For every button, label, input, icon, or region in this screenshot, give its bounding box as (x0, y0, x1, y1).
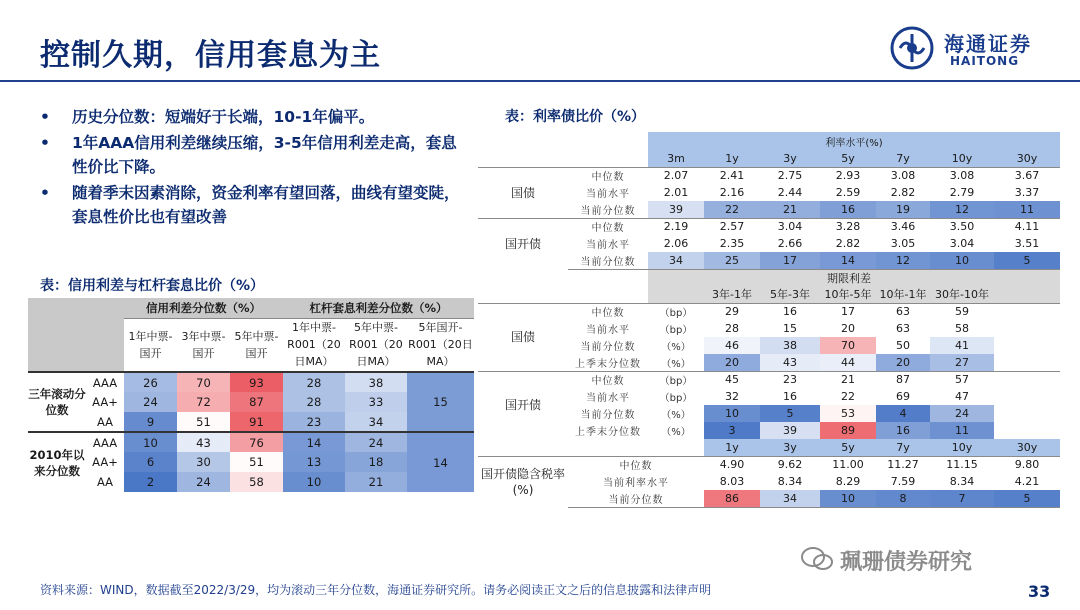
row-label: 当前水平 (586, 240, 630, 251)
percentile-cell: 30 (177, 452, 230, 472)
table-corner (28, 298, 124, 372)
watermark: 珮珊债券研究 (840, 550, 973, 575)
rating-label: AA+ (92, 455, 118, 469)
percentile-cell: 21 (345, 472, 407, 492)
percentile-cell: 33 (345, 392, 407, 412)
spacer-cell (478, 132, 648, 150)
percentile-cell: 70 (177, 372, 230, 392)
bullet-item (40, 181, 470, 229)
col-header: 1年中票-国开 (128, 329, 173, 360)
value-cell: 34 (760, 490, 820, 507)
value-cell: 20 (876, 354, 930, 371)
percentile-cell: 9 (124, 412, 177, 432)
row-label: 中位数 (568, 456, 704, 473)
value-cell: 2.06 (648, 235, 704, 252)
row-label: 当前分位数 (568, 490, 704, 507)
value-cell: 11.15 (930, 456, 994, 473)
row-label: 当前水平 (586, 393, 630, 404)
group-label: 国债 (478, 303, 568, 371)
percentile-cell: 26 (124, 372, 177, 392)
percentile-cell: 58 (230, 472, 283, 492)
value-cell: 4.90 (704, 456, 760, 473)
percentile-cell: 76 (230, 432, 283, 452)
value-cell: 59 (930, 303, 994, 320)
group-header: 杠杆套息利差分位数（%） (283, 298, 474, 318)
spacer-cell (994, 337, 1060, 354)
value-cell: 2.19 (648, 218, 704, 235)
value-cell: 2.79 (930, 184, 994, 201)
value-cell: 4.21 (994, 473, 1060, 490)
value-cell: 11.27 (876, 456, 930, 473)
value-cell: 3.04 (760, 218, 820, 235)
value-cell: 3.04 (930, 235, 994, 252)
value-cell: 2.16 (704, 184, 760, 201)
value-cell: 2.01 (648, 184, 704, 201)
unit-label: （%） (661, 358, 691, 370)
col-header: 3年中票-国开 (181, 329, 226, 360)
value-cell: 4.11 (994, 218, 1060, 235)
spacer-cell (994, 371, 1060, 388)
table-row (478, 269, 1060, 286)
value-cell: 63 (876, 320, 930, 337)
unit-label: （bp） (648, 303, 704, 320)
spacer-cell (994, 269, 1060, 286)
spacer-cell (994, 286, 1060, 303)
value-cell: 3.08 (876, 167, 930, 184)
spacer-cell (648, 286, 704, 303)
value-cell: 3.50 (930, 218, 994, 235)
percentile-cell: 23 (283, 412, 345, 432)
percentile-cell: 24 (124, 392, 177, 412)
row-label: 当前分位数 (580, 205, 636, 217)
percentile-cell: 14 (283, 432, 345, 452)
spacer-cell (478, 269, 648, 286)
percentile-cell: 28 (283, 392, 345, 412)
percentile-cell: 13 (283, 452, 345, 472)
value-cell: 2.75 (760, 167, 820, 184)
group-label: 国开债 (478, 371, 568, 439)
value-cell: 5 (760, 405, 820, 422)
value-cell: 3.05 (876, 235, 930, 252)
value-cell: 16 (760, 388, 820, 405)
row-label: 当前分位数 (580, 342, 636, 353)
table-row (478, 218, 1060, 235)
percentile-cell: 10 (283, 472, 345, 492)
bullet-text: 1年AAA信用利差继续压缩，3-5年信用利差走高，套息性价比下降。 (72, 134, 457, 176)
tenor-header: 3y (760, 150, 820, 167)
haitong-logo-icon (890, 26, 934, 70)
tenor-header: 7y (876, 439, 930, 456)
value-cell: 3.51 (994, 235, 1060, 252)
section-header: 利率水平(%) (648, 132, 1060, 150)
value-cell: 32 (704, 388, 760, 405)
unit-label: （bp） (659, 393, 693, 404)
page-number: 33 (1028, 582, 1051, 601)
logo-en-text: HAITONG (950, 54, 1020, 68)
percentile-cell: 18 (345, 452, 407, 472)
value-cell: 16 (820, 201, 876, 218)
value-cell: 29 (704, 303, 760, 320)
right-table-caption: 表：利率债比价（%） (505, 109, 646, 125)
group-label: 国开债隐含税率(%) (478, 456, 568, 507)
page-title: 控制久期，信用套息为主 (40, 38, 381, 73)
value-cell: 7.59 (876, 473, 930, 490)
value-cell: 17 (820, 303, 876, 320)
spread-header: 3年-1年 (704, 286, 760, 303)
value-cell: 63 (876, 303, 930, 320)
value-cell: 3.67 (994, 167, 1060, 184)
value-cell: 10 (820, 490, 876, 507)
row-label: 中位数 (568, 167, 648, 184)
spacer-cell (648, 439, 704, 456)
spacer-cell (478, 439, 648, 456)
value-cell: 39 (648, 201, 704, 218)
value-cell: 2.93 (820, 167, 876, 184)
tenor-header: 3m (648, 150, 704, 167)
tenor-header: 1y (704, 150, 760, 167)
percentile-cell: 24 (177, 472, 230, 492)
row-label: 上季末分位数 (575, 427, 641, 438)
value-cell: 9.62 (760, 456, 820, 473)
value-cell: 2.57 (704, 218, 760, 235)
value-cell: 28 (704, 320, 760, 337)
value-cell: 2.35 (704, 235, 760, 252)
col-header: 5年中票-国开 (234, 329, 279, 360)
value-cell: 12 (930, 201, 994, 218)
value-cell: 41 (930, 337, 994, 354)
rating-label: AA+ (92, 395, 118, 409)
unit-label: （bp） (648, 371, 704, 388)
value-cell: 20 (820, 320, 876, 337)
spacer-cell (994, 422, 1060, 439)
value-cell: 46 (704, 337, 760, 354)
percentile-cell: 51 (230, 452, 283, 472)
spacer-cell (994, 303, 1060, 320)
table-row (478, 132, 1060, 150)
table-row (478, 167, 1060, 184)
value-cell: 21 (760, 201, 820, 218)
value-cell: 3.28 (820, 218, 876, 235)
value-cell: 50 (876, 337, 930, 354)
spacer-cell (994, 354, 1060, 371)
row-label: 中位数 (568, 371, 648, 388)
value-cell: 43 (760, 354, 820, 371)
table-row (478, 371, 1060, 388)
value-cell: 22 (820, 388, 876, 405)
spread-header: 5年-3年 (760, 286, 820, 303)
value-cell: 10 (930, 252, 994, 269)
value-cell: 45 (704, 371, 760, 388)
value-cell: 70 (820, 337, 876, 354)
table-row (28, 432, 474, 452)
tenor-header: 3y (760, 439, 820, 456)
value-cell: 39 (760, 422, 820, 439)
wechat-watermark-icon (800, 546, 834, 572)
left-table-caption: 表：信用利差与杠杆套息比价（%） (40, 278, 265, 294)
section-header: 期限利差 (704, 269, 994, 286)
value-cell: 8.29 (820, 473, 876, 490)
group-label: 三年滚动分位数 (28, 372, 86, 432)
value-cell: 2.66 (760, 235, 820, 252)
value-cell: 3 (704, 422, 760, 439)
table-row (28, 372, 474, 392)
row-label: 中位数 (568, 303, 648, 320)
value-cell: 3.08 (930, 167, 994, 184)
rate-bond-table (478, 132, 1060, 508)
value-cell: 11.00 (820, 456, 876, 473)
value-cell: 2.82 (820, 235, 876, 252)
group-label: 国债 (478, 167, 568, 218)
value-cell: 57 (930, 371, 994, 388)
percentile-cell: 72 (177, 392, 230, 412)
percentile-cell: 43 (177, 432, 230, 452)
value-cell: 16 (760, 303, 820, 320)
value-cell: 7 (930, 490, 994, 507)
merged-percentile-cell: 15 (407, 372, 474, 432)
merged-percentile-cell: 14 (407, 432, 474, 492)
table-row (478, 150, 1060, 167)
bullet-text: 历史分位数：短端好于长端，10-1年偏平。 (72, 108, 375, 126)
percentile-cell: 6 (124, 452, 177, 472)
spread-header: 10年-5年 (820, 286, 876, 303)
value-cell: 16 (876, 422, 930, 439)
spread-header: 30年-10年 (930, 286, 994, 303)
value-cell: 47 (930, 388, 994, 405)
unit-label: （%） (661, 342, 691, 353)
percentile-cell: 51 (177, 412, 230, 432)
bullet-list (40, 105, 470, 231)
percentile-cell: 24 (345, 432, 407, 452)
percentile-cell: 28 (283, 372, 345, 392)
table-row (478, 456, 1060, 473)
value-cell: 2.41 (704, 167, 760, 184)
row-label: 当前水平 (586, 325, 630, 336)
value-cell: 25 (704, 252, 760, 269)
value-cell: 2.44 (760, 184, 820, 201)
value-cell: 2.07 (648, 167, 704, 184)
value-cell: 17 (760, 252, 820, 269)
value-cell: 22 (704, 201, 760, 218)
spacer-cell (648, 269, 704, 286)
value-cell: 58 (930, 320, 994, 337)
value-cell: 38 (760, 337, 820, 354)
bullet-dot: • (40, 134, 50, 152)
value-cell: 2.59 (820, 184, 876, 201)
value-cell: 5 (994, 490, 1060, 507)
row-label: 上季末分位数 (575, 358, 641, 370)
bullet-text: 随着季末因素消除，资金利率有望回落，曲线有望变陡，套息性价比也有望改善 (72, 184, 460, 226)
value-cell: 8 (876, 490, 930, 507)
row-label: 当前水平 (586, 189, 630, 200)
value-cell: 89 (820, 422, 876, 439)
value-cell: 12 (876, 252, 930, 269)
value-cell: 20 (704, 354, 760, 371)
row-label: 当前分位数 (580, 410, 636, 421)
value-cell: 14 (820, 252, 876, 269)
footer-source: 资料来源：WIND，数据截至2022/3/29，均为滚动三年分位数，海通证券研究所。请务必阅读正文之后的信息披露和法律声明 (40, 583, 712, 597)
value-cell: 5 (994, 252, 1060, 269)
value-cell: 8.03 (704, 473, 760, 490)
value-cell: 87 (876, 371, 930, 388)
value-cell: 4 (876, 405, 930, 422)
value-cell: 19 (876, 201, 930, 218)
value-cell: 11 (994, 201, 1060, 218)
rating-label: AAA (86, 432, 124, 452)
value-cell: 21 (820, 371, 876, 388)
row-label: 当前利率水平 (603, 478, 669, 489)
value-cell: 27 (930, 354, 994, 371)
haitong-logo (890, 26, 1050, 70)
value-cell: 2.82 (876, 184, 930, 201)
value-cell: 23 (760, 371, 820, 388)
percentile-cell: 93 (230, 372, 283, 392)
spacer-cell (478, 286, 648, 303)
percentile-cell: 38 (345, 372, 407, 392)
value-cell: 69 (876, 388, 930, 405)
tenor-header: 30y (994, 150, 1060, 167)
group-label: 2010年以来分位数 (28, 432, 86, 492)
tenor-header: 10y (930, 150, 994, 167)
bullet-dot: • (40, 184, 50, 202)
value-cell: 3.46 (876, 218, 930, 235)
value-cell: 10 (704, 405, 760, 422)
value-cell: 34 (648, 252, 704, 269)
value-cell: 44 (820, 354, 876, 371)
spacer-cell (994, 388, 1060, 405)
spacer-cell (478, 150, 648, 167)
percentile-cell: 91 (230, 412, 283, 432)
value-cell: 11 (930, 422, 994, 439)
value-cell: 15 (760, 320, 820, 337)
percentile-cell: 87 (230, 392, 283, 412)
unit-label: （%） (661, 427, 691, 438)
spacer-cell (994, 320, 1060, 337)
value-cell: 24 (930, 405, 994, 422)
percentile-cell: 2 (124, 472, 177, 492)
bullet-item (40, 105, 470, 129)
col-header: 5年中票-R001（20日MA） (349, 321, 403, 369)
percentile-cell: 10 (124, 432, 177, 452)
percentile-cell: 34 (345, 412, 407, 432)
tenor-header: 30y (994, 439, 1060, 456)
rating-label: AA (96, 475, 114, 489)
rating-label: AA (96, 414, 114, 429)
tenor-header: 5y (820, 150, 876, 167)
spread-header: 10年-1年 (876, 286, 930, 303)
group-header: 信用利差分位数（%） (124, 298, 283, 318)
bullet-dot: • (40, 108, 50, 126)
tenor-header: 10y (930, 439, 994, 456)
col-header: 5年国开-R001（20日MA） (408, 321, 473, 369)
spacer-cell (994, 405, 1060, 422)
credit-spread-table (28, 298, 474, 492)
row-label: 当前分位数 (568, 252, 648, 269)
tenor-header: 1y (704, 439, 760, 456)
table-row (478, 439, 1060, 456)
tenor-header: 7y (876, 150, 930, 167)
title-divider (0, 80, 1080, 82)
table-row (478, 286, 1060, 303)
rating-label: AAA (86, 372, 124, 392)
logo-cn-text: 海通证券 (944, 32, 1032, 56)
value-cell: 8.34 (760, 473, 820, 490)
value-cell: 8.34 (930, 473, 994, 490)
bullet-item (40, 131, 470, 179)
row-label: 中位数 (568, 218, 648, 235)
group-label: 国开债 (478, 218, 568, 269)
tenor-header: 5y (820, 439, 876, 456)
value-cell: 53 (820, 405, 876, 422)
col-header: 1年中票-R001（20日MA） (287, 321, 341, 369)
value-cell: 86 (704, 490, 760, 507)
unit-label: （%） (661, 410, 691, 421)
unit-label: （bp） (659, 325, 693, 336)
value-cell: 3.37 (994, 184, 1060, 201)
value-cell: 9.80 (994, 456, 1060, 473)
table-row (478, 303, 1060, 320)
